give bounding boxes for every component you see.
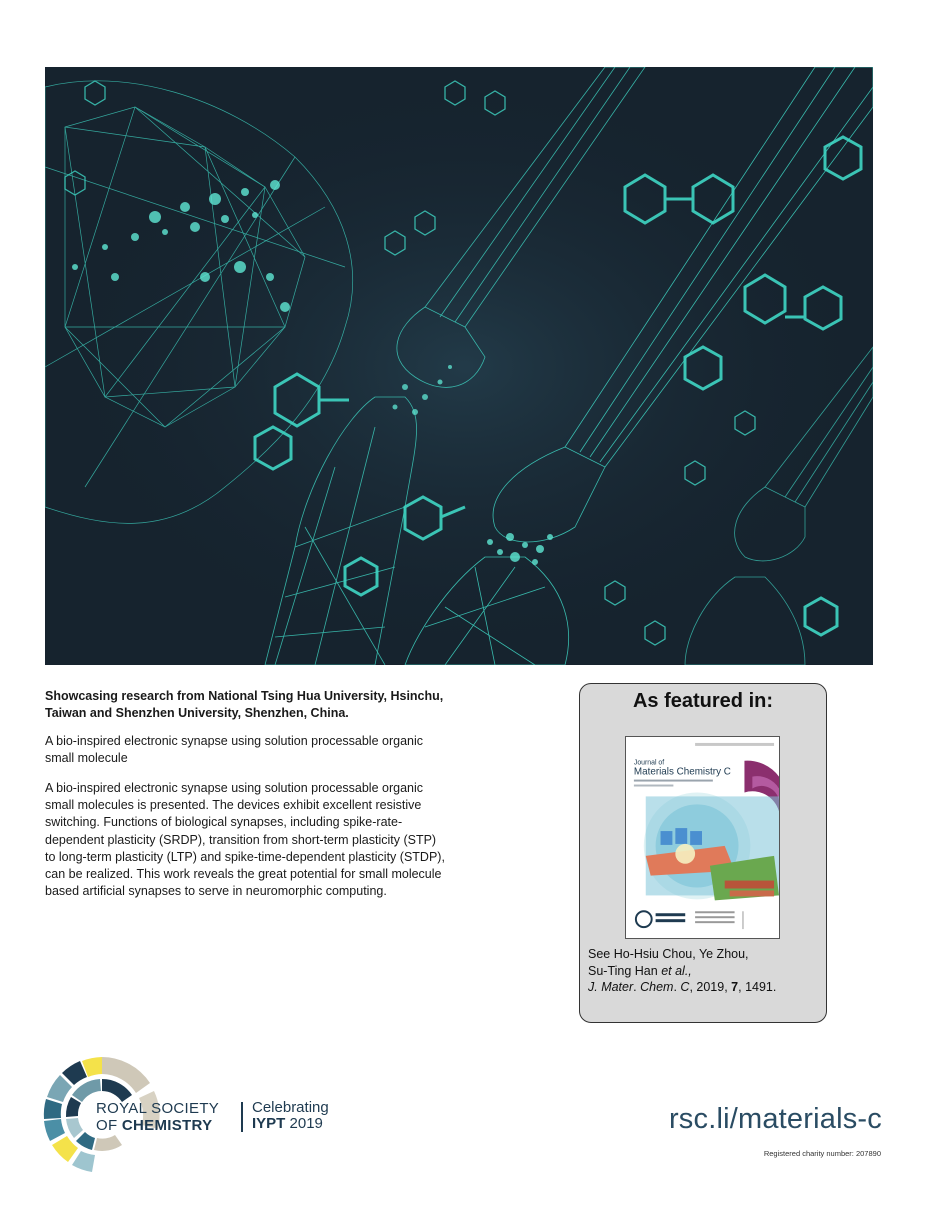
featured-in-box [579, 683, 827, 1023]
synapse-network-illustration [45, 67, 873, 665]
citation-authors-line [588, 963, 820, 980]
citation-volume: 7 [731, 980, 739, 994]
citation-reference-line: J. Mater. Chem. C, 2019, 7, 1491. [588, 980, 777, 994]
article-title: A bio-inspired electronic synapse using solution processable organic small molecule [45, 734, 423, 765]
rsc-name-line2 [96, 1117, 212, 1134]
celebrating-label: Celebrating [252, 1099, 329, 1116]
citation-see-line: See Ho-Hsiu Chou, Ye Zhou, [588, 947, 749, 961]
citation-author-han: Su-Ting Han [588, 963, 662, 978]
article-abstract: A bio-inspired electronic synapse using solution processable organic small molecules is presented. The devices exhibit excellent resistive switching. Functions of biological synapses, including spike-rate-dependent plasticity (SRDP), transition from short-term plasticity (STP) to long-term plasticity (LTP) and spike-time-dependent plasticity (STDP), can be realized. This work reveals the great potential for small molecule based artificial synapses to serve in neuromorphic computing. [45, 781, 445, 899]
rsc-line2-prefix: OF [96, 1117, 122, 1134]
cover-illustration [45, 67, 873, 665]
featured-heading: As featured in: [632, 690, 774, 712]
cover-journal-line2: Materials Chemistry C [633, 766, 731, 778]
iypt-bold: IYPT [252, 1115, 286, 1132]
journal-url-link[interactable]: rsc.li/materials-c [668, 1103, 882, 1135]
citation-journal-part2: Chem [640, 980, 674, 994]
rsc-name-line1: ROYAL SOCIETY [96, 1100, 220, 1117]
iypt-year: 2019 [285, 1115, 323, 1132]
citation-year: 2019 [696, 980, 725, 994]
logo-divider [241, 1102, 243, 1132]
journal-cover-image [626, 737, 779, 938]
journal-cover-thumbnail[interactable] [625, 736, 780, 939]
charity-number: Registered charity number: 207890 [763, 1149, 881, 1158]
citation-block [588, 946, 820, 996]
citation-pages: 1491 [745, 980, 773, 994]
citation-journal-part3: C [680, 980, 690, 994]
citation-journal-part1: J. Mater [588, 980, 634, 994]
showcase-statement: Showcasing research from National Tsing Hua University, Hsinchu, Taiwan and Shenzhen University, Shenzhen, China. [45, 689, 444, 720]
rsc-line2-bold: CHEMISTRY [121, 1117, 213, 1134]
citation-et-al: et al., [661, 963, 692, 978]
cover-journal-line1: Journal of [633, 759, 665, 767]
article-text-column [45, 688, 445, 900]
iypt-label [252, 1115, 323, 1132]
